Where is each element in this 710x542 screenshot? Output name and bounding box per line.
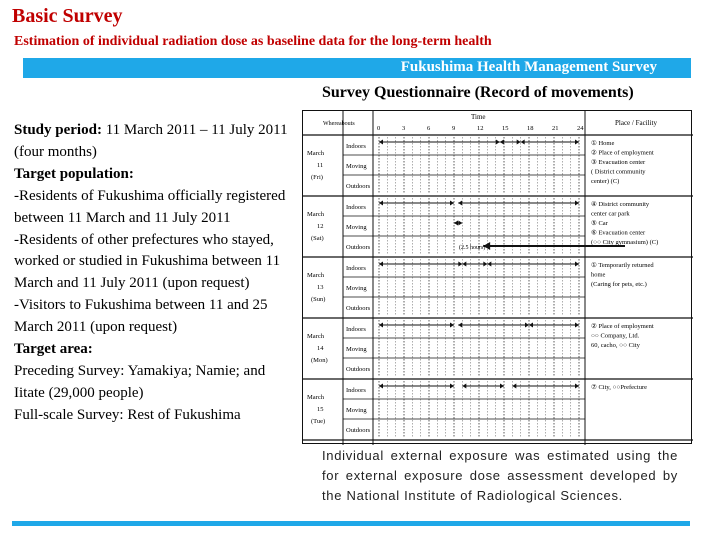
movement-arrow-tail [454, 221, 458, 226]
hour-label: 18 [527, 125, 534, 132]
movement-arrow-tail [458, 201, 462, 206]
movement-arrow-head [525, 323, 529, 328]
exposure-note: Individual external exposure was estimated using the for external exposure dose assessment developed by the National Institute of Radiological Sciences. [322, 448, 678, 503]
movement-arrow-tail [462, 262, 466, 267]
hour-label: 15 [502, 125, 509, 132]
movement-arrow-head [458, 262, 462, 267]
hour-label: 3 [402, 125, 406, 132]
row-type: Outdoors [346, 366, 371, 373]
movement-arrow-head [458, 221, 462, 226]
row-type: Indoors [346, 143, 366, 150]
day-of-week: (Fri) [311, 174, 323, 181]
questionnaire-title: Survey Questionnaire (Record of movements) [322, 84, 634, 101]
row-type: Indoors [346, 326, 366, 333]
hour-label: 12 [477, 125, 484, 132]
day-month: March [307, 394, 324, 401]
place-entry: ② Place of employment [591, 323, 654, 330]
study-period [14, 120, 296, 164]
hours-note: (2.5 hours) [459, 245, 486, 251]
movement-arrow-tail [379, 262, 383, 267]
movement-record-form [302, 110, 692, 444]
row-type: Moving [346, 285, 367, 292]
row-type: Moving [346, 224, 367, 231]
day-number: 13 [317, 284, 324, 291]
movement-grid [303, 111, 693, 445]
movement-arrow-head [450, 201, 454, 206]
movement-arrow-head [575, 140, 579, 145]
day-number: 11 [317, 162, 324, 169]
day-number: 14 [317, 345, 324, 352]
movement-arrow-tail [487, 262, 491, 267]
movement-arrow-head [496, 140, 500, 145]
col-place: Place / Facility [615, 119, 657, 127]
population-label: Target population: [14, 165, 134, 182]
place-entry: ② Place of employment [591, 149, 654, 157]
movement-arrow-head [500, 384, 504, 389]
row-type: Outdoors [346, 183, 371, 190]
place-entry: center car park [591, 210, 630, 218]
movement-arrow-head [450, 384, 454, 389]
day-number: 15 [317, 406, 324, 413]
day-month: March [307, 272, 324, 279]
movement-arrow-head [575, 262, 579, 267]
place-entry: (Caring for pets, etc.) [591, 281, 647, 288]
place-entry: ⑦ City, ○○Prefecture [591, 384, 648, 391]
row-type: Moving [346, 346, 367, 353]
row-type: Moving [346, 407, 367, 414]
movement-arrow-head [575, 323, 579, 328]
day-number: 12 [317, 223, 324, 230]
hour-label: 0 [377, 125, 381, 132]
movement-arrow-head [483, 262, 487, 267]
population-item: -Residents of other prefectures who stayed, worked or studied in Fukushima between 11 March and 11 July 2011 (upon request) [14, 231, 281, 292]
row-type: Outdoors [346, 427, 371, 434]
place-entry: ⑤ Car [591, 220, 608, 227]
row-type: Indoors [346, 265, 366, 272]
survey-banner [23, 58, 691, 78]
row-type: Outdoors [346, 305, 371, 312]
period-label: Study period: [14, 122, 102, 138]
bottom-rule [12, 521, 690, 526]
place-entry: ③ Evacuation center [591, 159, 646, 166]
movement-arrow-tail [379, 140, 383, 145]
hour-label: 6 [427, 125, 431, 132]
place-entry: ① Temporarily returned [591, 262, 654, 269]
day-of-week: (Sat) [311, 235, 324, 242]
row-type: Outdoors [346, 244, 371, 251]
day-of-week: (Tue) [311, 418, 326, 425]
day-month: March [307, 150, 324, 157]
day-month: March [307, 211, 324, 218]
period-text: 11 March 2011 – 11 July 2011 (four months) [14, 122, 288, 160]
place-entry: (○○ City gymnasium) (C) [591, 239, 659, 246]
movement-arrow-tail [462, 384, 466, 389]
day-of-week: (Mon) [311, 357, 328, 364]
movement-arrow-tail [379, 201, 383, 206]
place-entry: ( District community [591, 168, 646, 176]
area-item: Full-scale Survey: Rest of Fukushima [14, 406, 241, 423]
study-description [14, 120, 296, 427]
day-month: March [307, 333, 324, 340]
row-type: Moving [346, 163, 367, 170]
area-label: Target area: [14, 341, 93, 358]
area-item: Preceding Survey: Yamakiya; Namie; and Iitate (29,000 people) [14, 362, 266, 401]
movement-arrow-tail [500, 140, 504, 145]
page-subtitle: Estimation of individual radiation dose as baseline data for the long-term health [14, 34, 492, 49]
movement-arrow-head [575, 384, 579, 389]
population-item: -Residents of Fukushima officially registered between 11 March and 11 July 2011 [14, 187, 286, 226]
hour-label: 21 [552, 125, 559, 132]
movement-arrow-tail [529, 323, 533, 328]
row-type: Indoors [346, 204, 366, 211]
day-of-week: (Sun) [311, 296, 326, 303]
movement-arrow-head [575, 201, 579, 206]
place-entry: ○○ Company, Ltd. [591, 332, 640, 340]
movement-arrow-tail [379, 384, 383, 389]
page-title: Basic Survey [12, 5, 123, 27]
row-type: Indoors [346, 387, 366, 394]
hour-label: 24 [577, 125, 584, 132]
movement-arrow-tail [521, 140, 525, 145]
movement-arrow-tail [512, 384, 516, 389]
population-item: -Visitors to Fukushima between 11 and 25 March 2011 (upon request) [14, 297, 268, 336]
movement-arrow-tail [458, 323, 462, 328]
place-entry: home [591, 271, 606, 279]
col-whereabouts: Whereabouts [323, 121, 355, 127]
place-entry: 60, cacho, ○○ City [591, 342, 640, 349]
place-entry: center) (C) [591, 178, 620, 185]
movement-arrow-head [450, 323, 454, 328]
col-time: Time [471, 113, 486, 121]
movement-arrow-tail [379, 323, 383, 328]
banner-text: Fukushima Health Management Survey [400, 59, 657, 75]
place-entry: ⑥ Evacuation center [591, 229, 646, 237]
movement-arrow-head [517, 140, 521, 145]
place-entry: ① Home [591, 140, 615, 147]
place-entry: ④ District community [591, 201, 650, 208]
hour-label: 9 [452, 125, 456, 132]
